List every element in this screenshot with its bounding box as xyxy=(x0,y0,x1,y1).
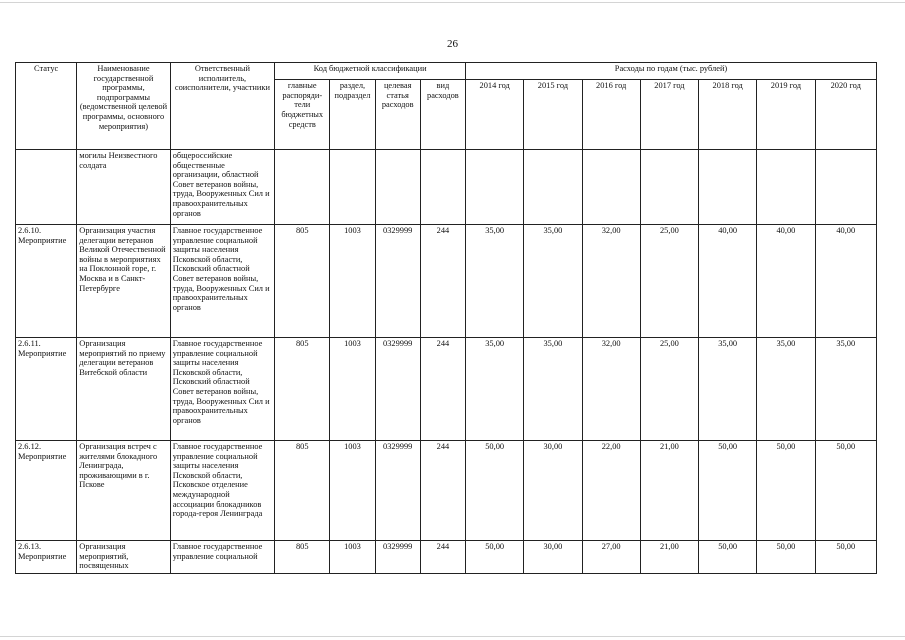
name-cell: могилы Неизвестного солдата xyxy=(77,150,170,225)
grbs-cell: 805 xyxy=(275,225,330,338)
header-responsible: Ответственный исполнитель, соисполнители, участники xyxy=(170,63,274,150)
value-cell: 50,00 xyxy=(699,441,757,541)
section-cell: 1003 xyxy=(330,441,375,541)
type-cell: 244 xyxy=(420,225,465,338)
header-year: 2018 год xyxy=(699,80,757,150)
name-cell: Организация участия делегации ветеранов Великой Отечественной войны в мероприятиях на Поклонной горе, г. Москва и в Санкт-Петербурге xyxy=(77,225,170,338)
status-cell: 2.6.13. Мероприятие xyxy=(16,541,77,574)
page-number: 26 xyxy=(447,38,458,50)
table-row xyxy=(16,338,877,441)
name-cell: Организация встреч с жителями блокадного Ленинграда, проживающими в г. Пскове xyxy=(77,441,170,541)
value-cell: 27,00 xyxy=(582,541,640,574)
status-cell: 2.6.10. Мероприятие xyxy=(16,225,77,338)
header-target: целевая статья расходов xyxy=(375,80,420,150)
header-year: 2016 год xyxy=(582,80,640,150)
section-cell: 1003 xyxy=(330,338,375,441)
value-cell: 50,00 xyxy=(757,441,815,541)
value-cell: 35,00 xyxy=(466,225,524,338)
section-cell: 1003 xyxy=(330,541,375,574)
value-cell: 40,00 xyxy=(757,225,815,338)
header-section: раздел, подраздел xyxy=(330,80,375,150)
header-year: 2019 год xyxy=(757,80,815,150)
value-cell: 22,00 xyxy=(582,441,640,541)
value-cell: 50,00 xyxy=(466,441,524,541)
header-year: 2020 год xyxy=(815,80,876,150)
responsible-cell: Главное государственное управление социальной xyxy=(170,541,274,574)
value-cell: 50,00 xyxy=(815,541,876,574)
scan-edge-top xyxy=(0,2,905,3)
table-row xyxy=(16,541,877,574)
value-cell: 50,00 xyxy=(757,541,815,574)
header-grbs: главные распоряди-тели бюджетных средств xyxy=(275,80,330,150)
value-cell: 35,00 xyxy=(524,225,582,338)
header-year: 2014 год xyxy=(466,80,524,150)
header-year: 2015 год xyxy=(524,80,582,150)
type-cell: 244 xyxy=(420,338,465,441)
header-type: вид расходов xyxy=(420,80,465,150)
value-cell: 21,00 xyxy=(640,441,698,541)
value-cell: 35,00 xyxy=(524,338,582,441)
header-status: Статус xyxy=(16,63,77,150)
responsible-cell: общероссийские общественные организации, областной Совет ветеранов войны, труда, Вооруженных Сил и правоохранительных органов xyxy=(170,150,274,225)
value-cell: 50,00 xyxy=(466,541,524,574)
status-cell: 2.6.12. Мероприятие xyxy=(16,441,77,541)
value-cell: 25,00 xyxy=(640,338,698,441)
responsible-cell: Главное государственное управление социальной защиты населения Псковской области, Псковский областной Совет ветеранов войны, труда, Вооруженных Сил и правоохранительных органов xyxy=(170,225,274,338)
name-cell: Организация мероприятий, посвященных xyxy=(77,541,170,574)
value-cell: 21,00 xyxy=(640,541,698,574)
value-cell: 40,00 xyxy=(699,225,757,338)
status-cell xyxy=(16,150,77,225)
target-cell: 0329999 xyxy=(375,441,420,541)
value-cell: 32,00 xyxy=(582,338,640,441)
budget-table xyxy=(15,62,877,574)
value-cell: 35,00 xyxy=(815,338,876,441)
type-cell: 244 xyxy=(420,441,465,541)
type-cell: 244 xyxy=(420,541,465,574)
value-cell: 50,00 xyxy=(815,441,876,541)
value-cell: 25,00 xyxy=(640,225,698,338)
header-name: Наименование государственной программы, подпрограммы (ведомственной целевой программы, основного мероприятия) xyxy=(77,63,170,150)
responsible-cell: Главное государственное управление социальной защиты населения Псковской области, Псковское отделение международной ассоциации блокадников города-героя Ленинграда xyxy=(170,441,274,541)
value-cell: 30,00 xyxy=(524,441,582,541)
section-cell: 1003 xyxy=(330,225,375,338)
table-row xyxy=(16,441,877,541)
value-cell: 32,00 xyxy=(582,225,640,338)
value-cell: 35,00 xyxy=(757,338,815,441)
header-budget-code: Код бюджетной классификации xyxy=(275,63,466,80)
value-cell: 35,00 xyxy=(699,338,757,441)
grbs-cell: 805 xyxy=(275,441,330,541)
scan-edge-bottom xyxy=(0,636,905,637)
table-row xyxy=(16,225,877,338)
value-cell: 35,00 xyxy=(466,338,524,441)
value-cell: 30,00 xyxy=(524,541,582,574)
target-cell: 0329999 xyxy=(375,338,420,441)
header-expenses: Расходы по годам (тыс. рублей) xyxy=(466,63,877,80)
table-row-continuation xyxy=(16,150,877,225)
target-cell: 0329999 xyxy=(375,225,420,338)
value-cell: 50,00 xyxy=(699,541,757,574)
grbs-cell: 805 xyxy=(275,338,330,441)
header-row-1 xyxy=(16,63,877,80)
header-year: 2017 год xyxy=(640,80,698,150)
grbs-cell: 805 xyxy=(275,541,330,574)
responsible-cell: Главное государственное управление социальной защиты населения Псковской области, Псковский областной Совет ветеранов войны, труда, Вооруженных Сил и правоохранительных органов xyxy=(170,338,274,441)
status-cell: 2.6.11. Мероприятие xyxy=(16,338,77,441)
target-cell: 0329999 xyxy=(375,541,420,574)
name-cell: Организация мероприятий по приему делегации ветеранов Витебской области xyxy=(77,338,170,441)
value-cell: 40,00 xyxy=(815,225,876,338)
